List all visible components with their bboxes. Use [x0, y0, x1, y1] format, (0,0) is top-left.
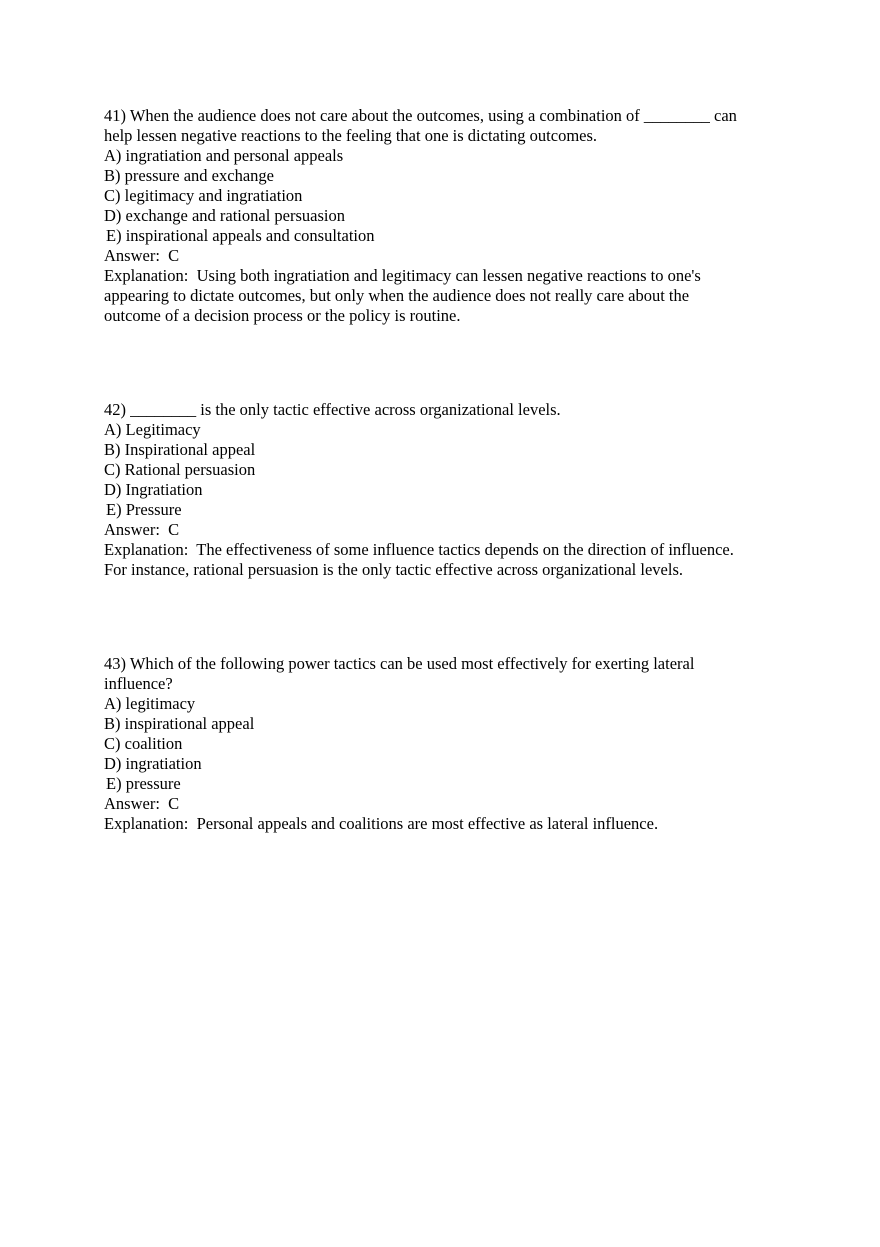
question-stem-line: help lessen negative reactions to the feeling that one is dictating outcomes.: [104, 126, 598, 145]
explanation-line: Explanation: Using both ingratiation and legitimacy can lessen negative reactions to one's: [104, 266, 701, 285]
answer-option-d: D) exchange and rational persuasion: [104, 206, 345, 225]
question-42: [104, 400, 774, 580]
answer-option-b: B) Inspirational appeal: [104, 440, 256, 459]
explanation-line: Explanation: The effectiveness of some influence tactics depends on the direction of influence.: [104, 540, 734, 559]
answer-option-c: C) coalition: [104, 734, 183, 753]
question-stem-line: 41) When the audience does not care about the outcomes, using a combination of ________ can: [104, 106, 737, 125]
explanation-line: appearing to dictate outcomes, but only when the audience does not really care about the: [104, 286, 690, 305]
answer-option-e: E) Pressure: [106, 500, 182, 519]
answer-key: Answer: C: [104, 246, 180, 265]
answer-key: Answer: C: [104, 520, 180, 539]
question-43: [104, 654, 774, 834]
question-stem-line: 42) ________ is the only tactic effective across organizational levels.: [104, 400, 561, 419]
answer-option-d: D) ingratiation: [104, 754, 202, 773]
explanation-line: For instance, rational persuasion is the only tactic effective across organizational levels.: [104, 560, 683, 579]
answer-option-e: E) pressure: [106, 774, 181, 793]
answer-option-c: C) legitimacy and ingratiation: [104, 186, 303, 205]
question-stem-line: influence?: [104, 674, 173, 693]
document-page: [104, 106, 774, 834]
explanation-line: Explanation: Personal appeals and coalitions are most effective as lateral influence.: [104, 814, 659, 833]
answer-option-a: A) legitimacy: [104, 694, 196, 713]
answer-option-b: B) inspirational appeal: [104, 714, 255, 733]
answer-option-a: A) ingratiation and personal appeals: [104, 146, 344, 165]
explanation-line: outcome of a decision process or the policy is routine.: [104, 306, 461, 325]
question-stem-line: 43) Which of the following power tactics can be used most effectively for exerting lateral: [104, 654, 695, 673]
answer-option-a: A) Legitimacy: [104, 420, 201, 439]
question-41: [104, 106, 774, 326]
answer-option-e: E) inspirational appeals and consultation: [106, 226, 375, 245]
answer-option-d: D) Ingratiation: [104, 480, 203, 499]
answer-option-b: B) pressure and exchange: [104, 166, 274, 185]
answer-key: Answer: C: [104, 794, 180, 813]
answer-option-c: C) Rational persuasion: [104, 460, 256, 479]
